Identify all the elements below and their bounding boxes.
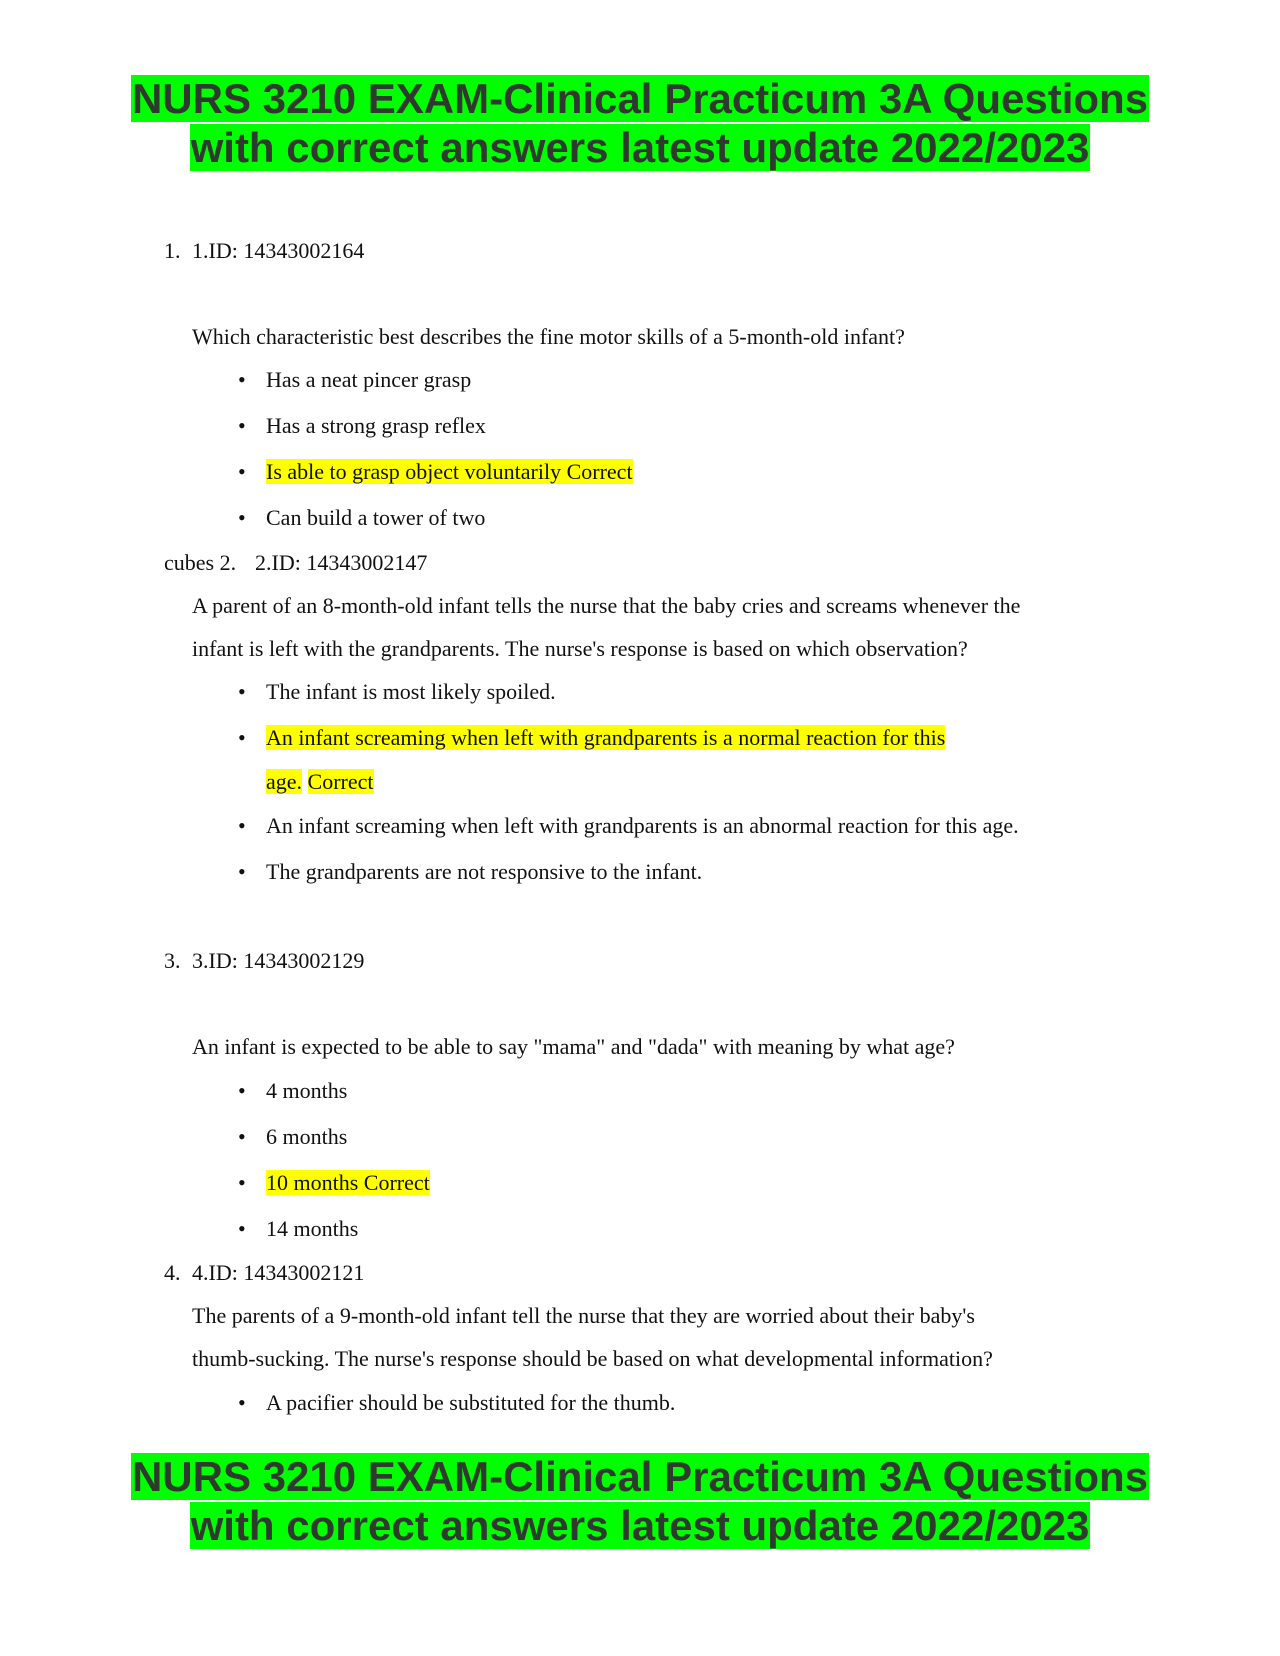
answer-option: 14 months: [266, 1216, 359, 1241]
bullet-icon: •: [238, 1170, 246, 1195]
bullet-icon: •: [238, 1078, 246, 1103]
question-number: 1.: [164, 238, 181, 263]
question-id: 3.ID: 14343002129: [192, 948, 365, 973]
correct-highlight: age.: [266, 769, 303, 794]
question-number: 4.: [164, 1260, 181, 1285]
question-text-line2: infant is left with the grandparents. The nurse's response is based on which observation?: [192, 636, 968, 661]
bullet-icon: •: [238, 1390, 246, 1415]
bullet-icon: •: [238, 459, 246, 484]
answer-option-correct-cont: [266, 768, 374, 796]
correct-highlight: Is able to grasp object voluntarily Correct: [266, 459, 633, 484]
answer-option: 4 months: [266, 1078, 348, 1103]
bullet-icon: •: [238, 505, 246, 530]
answer-option: The grandparents are not responsive to the infant.: [266, 859, 703, 884]
answer-option: A pacifier should be substituted for the thumb.: [266, 1390, 676, 1415]
question-text: An infant is expected to be able to say "mama" and "dada" with meaning by what age?: [192, 1034, 955, 1059]
answer-option-correct: [266, 458, 633, 486]
bullet-icon: •: [238, 813, 246, 838]
bullet-icon: •: [238, 725, 246, 750]
answer-option-correct: [266, 1169, 430, 1197]
answer-option: 6 months: [266, 1124, 348, 1149]
question-text-line1: A parent of an 8-month-old infant tells the nurse that the baby cries and screams whenever the: [192, 593, 1021, 618]
answer-option: Has a neat pincer grasp: [266, 367, 472, 392]
answer-option: Has a strong grasp reflex: [266, 413, 486, 438]
question-number: 3.: [164, 948, 181, 973]
bullet-icon: •: [238, 1124, 246, 1149]
question-text-line1: The parents of a 9-month-old infant tell the nurse that they are worried about their baby's: [192, 1303, 975, 1328]
answer-option: Can build a tower of two: [266, 505, 486, 530]
answer-option: An infant screaming when left with grandparents is an abnormal reaction for this age.: [266, 813, 1019, 838]
bullet-icon: •: [238, 367, 246, 392]
footer-line-2: with correct answers latest update 2022/2023: [190, 1502, 1090, 1549]
bullet-icon: •: [238, 859, 246, 884]
header-line-1: NURS 3210 EXAM-Clinical Practicum 3A Questions: [131, 75, 1149, 122]
bullet-icon: •: [238, 1216, 246, 1241]
question-lead: cubes 2.: [164, 550, 237, 575]
footer-banner: [0, 1452, 1280, 1550]
bullet-icon: •: [238, 413, 246, 438]
question-text-line2: thumb-sucking. The nurse's response should be based on what developmental information?: [192, 1346, 993, 1371]
header-line-2: with correct answers latest update 2022/2023: [190, 124, 1090, 171]
correct-highlight: 10 months Correct: [266, 1170, 430, 1195]
correct-highlight: Correct: [307, 769, 374, 794]
question-id: 2.ID: 14343002147: [255, 550, 428, 575]
correct-highlight: An infant screaming when left with grandparents is a normal reaction for this: [266, 725, 946, 750]
bullet-icon: •: [238, 679, 246, 704]
question-text: Which characteristic best describes the fine motor skills of a 5-month-old infant?: [192, 324, 905, 349]
question-id: 1.ID: 14343002164: [192, 238, 365, 263]
footer-line-1: NURS 3210 EXAM-Clinical Practicum 3A Questions: [131, 1453, 1149, 1500]
answer-option-correct: [266, 724, 945, 752]
header-banner: [0, 74, 1280, 172]
answer-option: The infant is most likely spoiled.: [266, 679, 556, 704]
question-id: 4.ID: 14343002121: [192, 1260, 365, 1285]
